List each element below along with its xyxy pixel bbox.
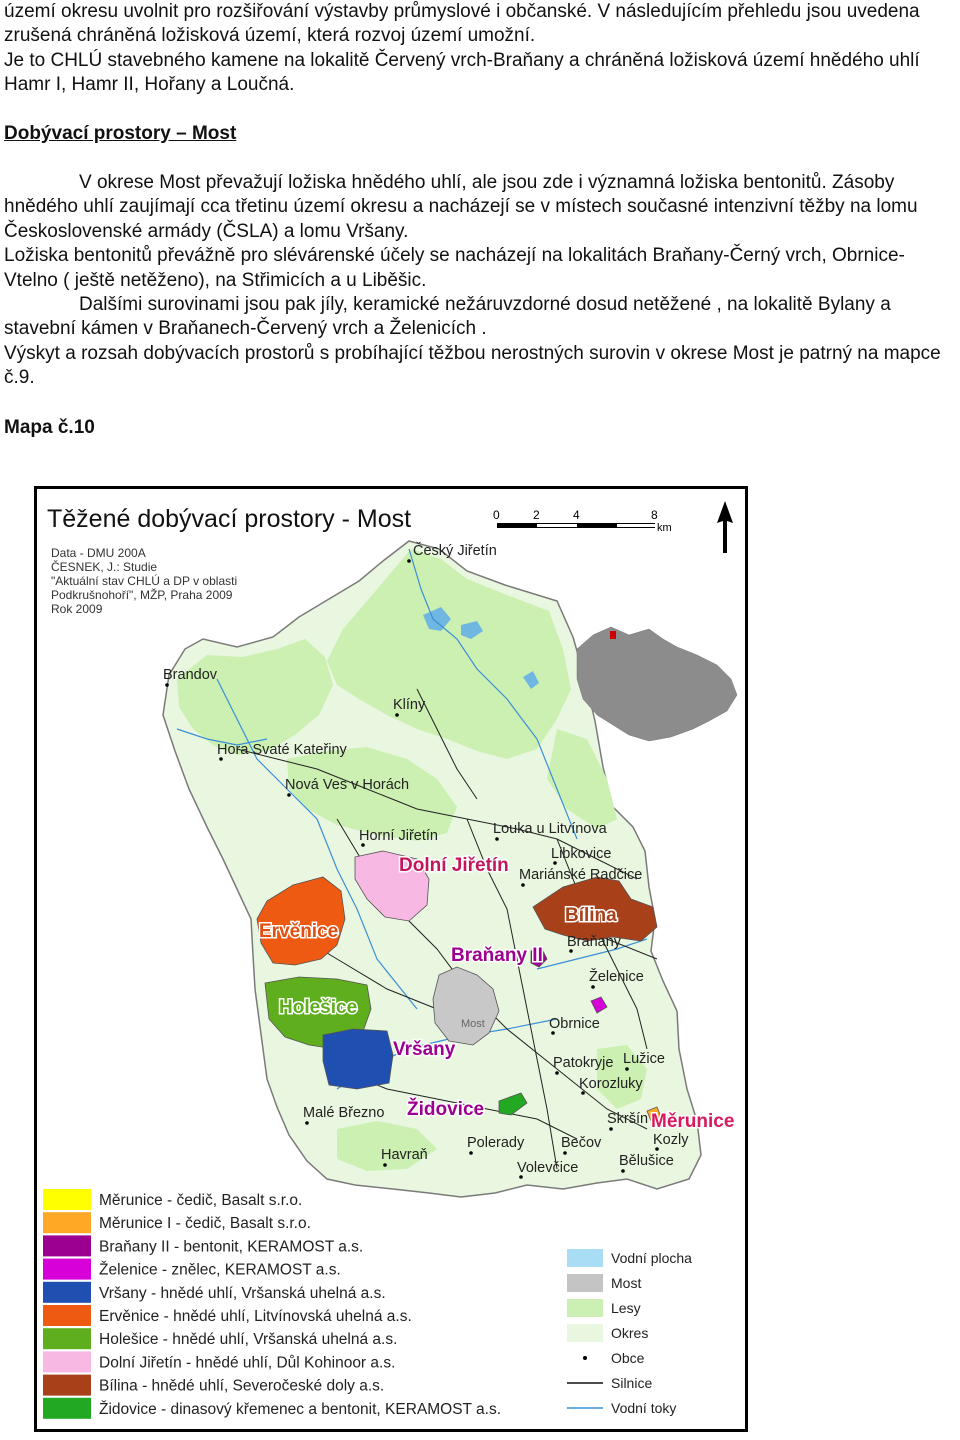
legend-swatch [43, 1328, 91, 1349]
source-note [51, 546, 237, 616]
area-vrsany [323, 1029, 393, 1089]
village-dot [591, 985, 595, 989]
legend-label: Želenice - znělec, KERAMOST a.s. [99, 1261, 341, 1279]
label-patokryje: Patokryje [553, 1055, 614, 1071]
paragraph-3: V okrese Most převažují ložiska hnědého uhlí, ale jsou zde i významná ložiska bentonitů. Zásoby hnědého uhlí zaujímají cca třetinu území okresu a nacházejí se v místech současné intenzivní těžby na lomu Československé armády (ČSLA) a lomu Vršany. [4, 172, 918, 242]
legend-label: Obce [611, 1350, 645, 1366]
north-arrow-icon [717, 501, 733, 553]
scale-unit: km [657, 522, 672, 534]
label-korozluky: Korozluky [579, 1076, 643, 1092]
scale-bar [493, 508, 672, 534]
legend-item [43, 1282, 386, 1303]
village-dot [621, 1169, 625, 1173]
scale-tick-8: 8 [651, 508, 658, 522]
legend-label: Braňany II - bentonit, KERAMOST a.s. [99, 1238, 364, 1256]
label-zelenice: Želenice [589, 969, 644, 985]
source-line-2: ČESNEK, J.: Studie [51, 560, 158, 574]
label-hora-svate-kateriny: Hora Svaté Kateřiny [217, 742, 347, 758]
label-merunice: Měrunice [651, 1111, 735, 1132]
legend-label: Holešice - hnědé uhlí, Vršanská uhelná a.s. [99, 1331, 398, 1349]
map-figure [34, 486, 748, 1432]
legend-item [43, 1259, 341, 1280]
legend-label: Měrunice I - čedič, Basalt s.r.o. [99, 1215, 311, 1233]
source-line-5: Rok 2009 [51, 602, 103, 616]
legend-label: Měrunice - čedič, Basalt s.r.o. [99, 1192, 303, 1209]
label-branany-ii: Braňany II [451, 945, 543, 966]
label-volevcice: Volevčice [517, 1160, 579, 1176]
legend-swatch [43, 1259, 91, 1280]
legend-swatch [43, 1305, 91, 1326]
map-caption: Mapa č.10 [4, 416, 95, 438]
legend-swatch [567, 1249, 603, 1267]
legend-swatch [43, 1398, 91, 1419]
legend-label: Vodní plocha [611, 1250, 692, 1266]
label-havran: Havraň [381, 1147, 428, 1163]
label-bilina: Bílina [565, 905, 617, 926]
village-dot [563, 1151, 567, 1155]
legend-swatch [567, 1274, 603, 1292]
legend-label: Okres [611, 1325, 649, 1341]
paragraph-2: Je to CHLÚ stavebného kamene na lokalitě Červený vrch-Braňany a chráněná ložisková území hnědého uhlí Hamr I, Hamr II, Hořany a Loučná. [4, 49, 920, 96]
label-libkovice: Libkovice [551, 846, 612, 862]
legend-swatch [567, 1299, 603, 1317]
scale-tick-4: 4 [573, 508, 580, 522]
legend-item [43, 1351, 395, 1372]
legend-item [567, 1324, 648, 1342]
paragraph-4: Ložiska bentonitů převážně pro slévárenské účely se nacházejí na lokalitách Braňany-Černý vrch, Obrnice-Vtelno ( ještě netěženo), na Střimicích a u Liběšic. [4, 245, 905, 291]
legend-swatch [43, 1235, 91, 1256]
legend-label: Dolní Jiřetín - hnědé uhlí, Důl Kohinoor a.s. [99, 1354, 396, 1372]
label-kliny: Klíny [393, 697, 426, 713]
village-dot [625, 1067, 629, 1071]
legend-label: Vodní toky [611, 1400, 677, 1416]
legend-item [43, 1212, 311, 1233]
label-zidovice: Židovice [407, 1099, 485, 1120]
label-belusice: Bělušice [619, 1153, 674, 1169]
village-dot [165, 683, 169, 687]
village-dot [469, 1151, 473, 1155]
legend-item [567, 1299, 641, 1317]
label-cesky-jiretin: Český Jiřetín [413, 543, 497, 559]
legend-item [567, 1274, 641, 1292]
label-louka: Louka u Litvínova [493, 821, 607, 837]
legend-item [43, 1328, 397, 1349]
legend-swatch [567, 1324, 603, 1342]
legend-label: Silnice [611, 1375, 653, 1391]
village-dot [287, 793, 291, 797]
source-line-4: Podkrušnohoří", MŽP, Praha 2009 [51, 588, 233, 602]
map-title: Těžené dobývací prostory - Most [47, 505, 412, 533]
legend-item [583, 1350, 645, 1366]
label-dolni-jiretin: Dolní Jiřetín [399, 855, 509, 876]
label-skrsin: Skršín [607, 1111, 649, 1127]
label-polerady: Polerady [467, 1135, 525, 1151]
mining-areas-map [37, 489, 745, 1429]
village-dot [383, 1163, 387, 1167]
source-line-1: Data - DMU 200A [51, 546, 146, 560]
paragraph-5: Dalšími surovinami jsou pak jíly, keramické nežáruvzdorné dosud netěžené , na lokalitě Bylany a stavební kámen v Braňanech-Červený vrch a Želenicích . [4, 294, 891, 340]
village-dot [395, 713, 399, 717]
paragraph-1: území okresu uvolnit pro rozšiřování výstavby průmyslové i občanské. V následujícím přehledu jsou uvedena zrušená chráněná ložisková území, která rozvoj území umožní. [4, 1, 920, 47]
village-dot [521, 883, 525, 887]
legend-swatch [43, 1282, 91, 1303]
label-obrnice: Obrnice [549, 1016, 600, 1032]
label-ervenice: Ervěnice [259, 921, 339, 942]
paragraph-6: Výskyt a rozsah dobývacích prostorů s probíhající těžbou nerostných surovin v okrese Most je patrný na mapce č.9. [4, 342, 941, 389]
label-holesice: Holešice [279, 997, 358, 1018]
legend-item [43, 1189, 302, 1210]
legend-item [567, 1249, 692, 1267]
legend-label: Lesy [611, 1300, 641, 1316]
label-mananske: Mariánské Radčice [519, 867, 643, 883]
legend-item [43, 1305, 412, 1326]
legend-swatch [43, 1212, 91, 1233]
label-horni-jiretin: Horní Jiřetín [359, 828, 438, 844]
village-dot [609, 1127, 613, 1131]
label-kozly: Kozly [653, 1132, 689, 1148]
label-luzice: Lužice [623, 1051, 665, 1067]
label-branany: Braňany [567, 934, 622, 950]
legend-label: Židovice - dinasový křemenec a bentonit, KERAMOST a.s. [99, 1400, 502, 1418]
legend-swatch [43, 1375, 91, 1396]
legend-label: Vršany - hnědé uhlí, Vršanská uhelná a.s. [99, 1284, 386, 1302]
legend-dot [583, 1356, 587, 1360]
scale-tick-2: 2 [533, 508, 540, 522]
label-becov: Bečov [561, 1135, 602, 1151]
legend-item [43, 1375, 384, 1396]
location-marker [610, 631, 616, 639]
village-dot [495, 837, 499, 841]
label-brandov: Brandov [163, 667, 218, 683]
source-line-3: "Aktuální stav CHLÚ a DP v oblasti [51, 574, 238, 588]
legend-swatch [43, 1351, 91, 1372]
legend-item [43, 1235, 363, 1256]
label-male-brezno: Malé Březno [303, 1105, 385, 1121]
legend-item [43, 1398, 501, 1419]
label-most: Most [461, 1018, 485, 1030]
village-dot [407, 559, 411, 563]
legend-label: Ervěnice - hnědé uhlí, Litvínovská uhelná a.s. [99, 1308, 412, 1325]
document-text [4, 0, 956, 440]
legend-map-features [567, 1249, 692, 1416]
czech-republic-inset [577, 627, 737, 741]
legend-item [567, 1375, 652, 1391]
scale-tick-0: 0 [493, 508, 500, 522]
legend-item [567, 1400, 676, 1416]
label-vrsany: Vršany [393, 1039, 456, 1060]
legend-mining-areas [43, 1189, 501, 1419]
village-dot [555, 1071, 559, 1075]
legend-label: Bílina - hnědé uhlí, Severočeské doly a.s. [99, 1377, 385, 1395]
label-nova-ves: Nová Ves v Horách [285, 777, 410, 793]
legend-label: Most [611, 1275, 642, 1291]
legend-swatch [43, 1189, 91, 1210]
section-heading: Dobývací prostory – Most [4, 122, 237, 144]
village-dot [305, 1121, 309, 1125]
